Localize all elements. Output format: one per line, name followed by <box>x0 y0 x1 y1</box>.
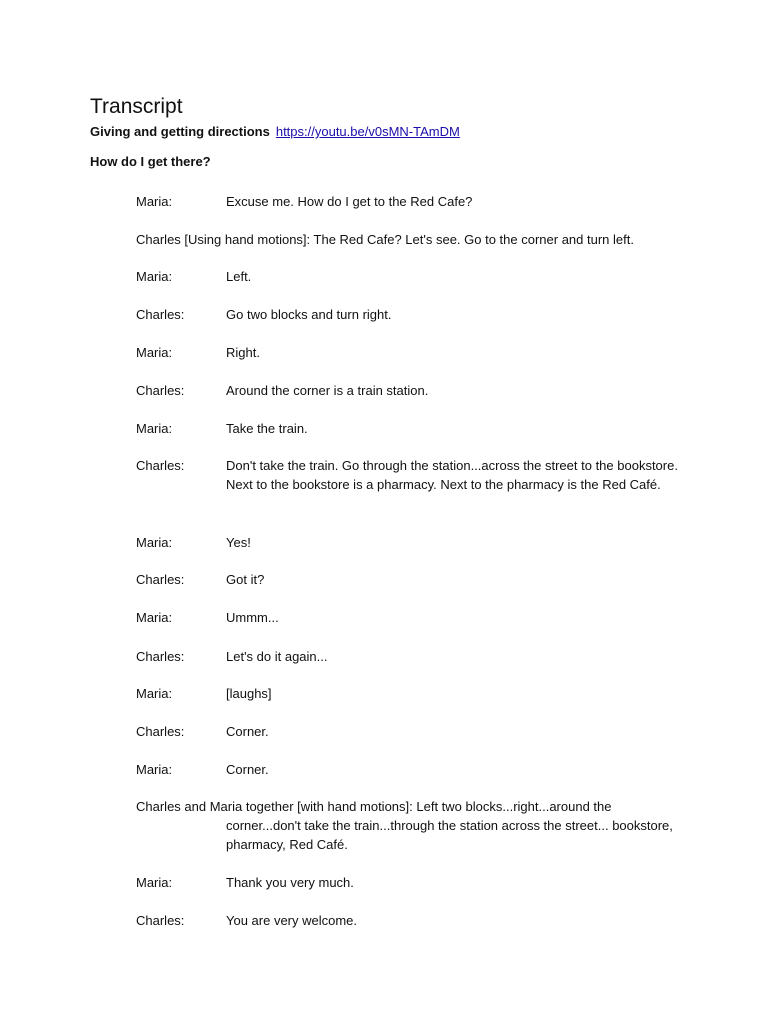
transcript-line <box>136 305 681 324</box>
speaker-label: Charles: <box>136 307 185 322</box>
dialogue-text: Left. <box>226 269 252 284</box>
dialogue-text: Around the corner is a train station. <box>226 383 429 398</box>
transcript-line <box>136 684 681 703</box>
speaker-label: Charles: <box>136 649 185 664</box>
transcript-line <box>136 230 681 249</box>
dialogue-text: Corner. <box>226 762 269 777</box>
speaker-label: Charles: <box>136 913 185 928</box>
dialogue-text: Excuse me. How do I get to the Red Cafe? <box>226 194 473 209</box>
dialogue-text: Thank you very much. <box>226 875 354 890</box>
transcript-line <box>136 722 681 741</box>
transcript-line <box>136 797 681 854</box>
dialogue-text: Charles [Using hand motions]: The Red Cafe? Let's see. Go to the corner and turn left. <box>136 232 634 247</box>
speaker-label: Maria: <box>136 421 173 436</box>
dialogue-text: Corner. <box>226 724 269 739</box>
speaker-label: Charles: <box>136 724 185 739</box>
transcript-line <box>136 381 681 400</box>
speaker-label: Maria: <box>136 345 173 360</box>
dialogue-text: Charles and Maria together [with hand motions]: Left two blocks...right...around the <box>136 799 612 814</box>
speaker-label: Maria: <box>136 875 173 890</box>
transcript-line <box>136 267 681 286</box>
speaker-label: Maria: <box>136 762 173 777</box>
subtitle <box>90 123 460 141</box>
speaker-label: Charles: <box>136 383 185 398</box>
dialogue-text-continued: corner...don't take the train...through the station across the street... bookstore, pharmacy, Red Café. <box>226 818 673 852</box>
transcript-line <box>136 192 681 211</box>
dialogue-text: You are very welcome. <box>226 913 358 928</box>
speaker-label: Maria: <box>136 610 173 625</box>
dialogue-text: [laughs] <box>226 686 272 701</box>
transcript-line <box>136 570 681 589</box>
dialogue-text: Got it? <box>226 572 265 587</box>
transcript-line <box>136 419 681 438</box>
dialogue-text: Ummm... <box>226 610 279 625</box>
transcript-line <box>136 533 681 552</box>
dialogue-text: Take the train. <box>226 421 308 436</box>
transcript-line <box>136 647 681 666</box>
transcript-line <box>136 608 681 627</box>
transcript-line <box>136 343 681 362</box>
section-heading: How do I get there? <box>90 154 211 169</box>
page-title: Transcript <box>90 95 183 118</box>
speaker-label: Maria: <box>136 535 173 550</box>
speaker-label: Charles: <box>136 572 185 587</box>
dialogue-text: Don't take the train. Go through the station...across the street to the bookstore. Next to the bookstore is a pharmacy. Next to the pharmacy is the Red Café. <box>226 458 678 492</box>
speaker-label: Maria: <box>136 269 173 284</box>
subtitle-text: Giving and getting directions <box>90 124 270 139</box>
dialogue-text: Right. <box>226 345 260 360</box>
dialogue-text: Let's do it again... <box>226 649 328 664</box>
dialogue-text: Yes! <box>226 535 251 550</box>
transcript-line <box>136 873 681 892</box>
speaker-label: Maria: <box>136 686 173 701</box>
transcript-line <box>136 456 681 494</box>
transcript-line <box>136 760 681 779</box>
video-link[interactable]: https://youtu.be/v0sMN-TAmDM <box>275 124 460 139</box>
speaker-label: Maria: <box>136 194 173 209</box>
dialogue-text: Go two blocks and turn right. <box>226 307 392 322</box>
transcript-line <box>136 911 681 930</box>
speaker-label: Charles: <box>136 458 185 473</box>
